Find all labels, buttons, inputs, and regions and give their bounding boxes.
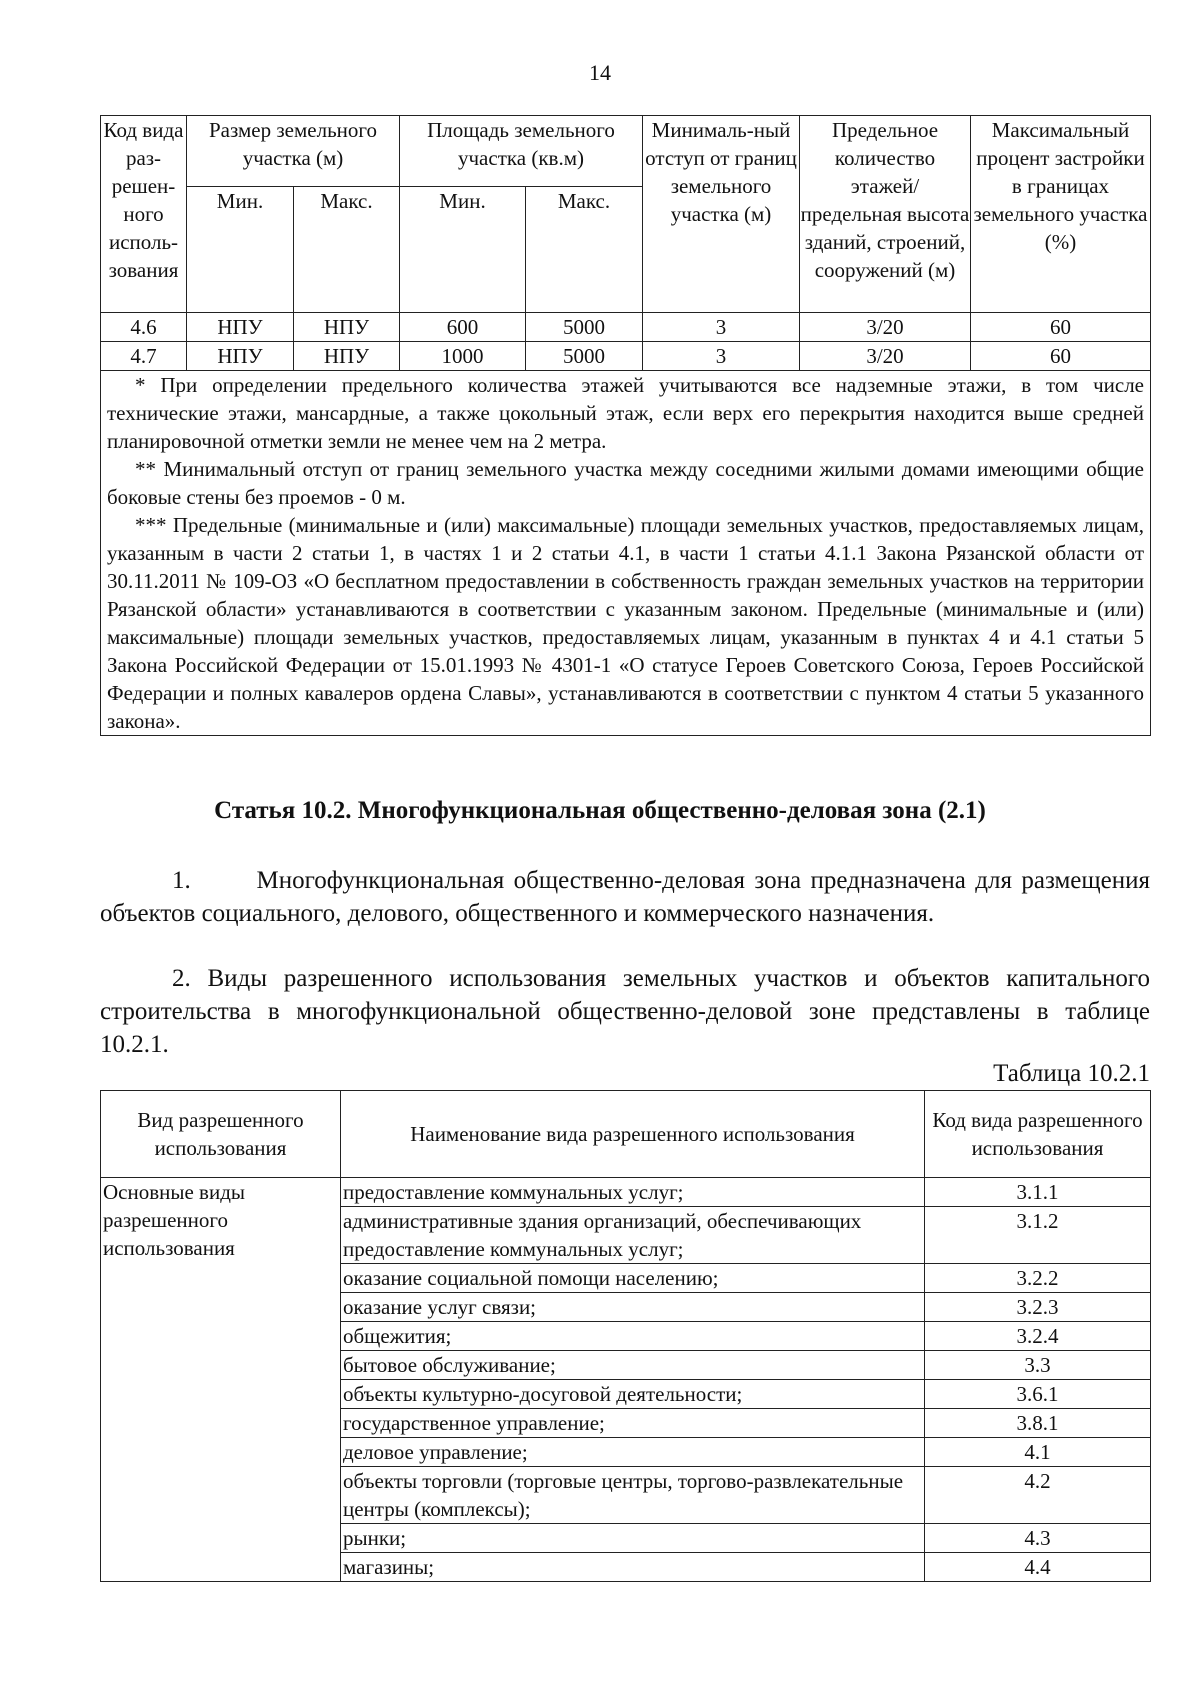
use-name: общежития; bbox=[341, 1322, 925, 1351]
use-code: 3.8.1 bbox=[925, 1409, 1151, 1438]
header-code: Код вида разрешенного использования bbox=[925, 1091, 1151, 1178]
note-1: * При определении предельного количества этажей учитываются все надземные этажи, в том числе технические этажи, мансардные, а также цокольный этаж, если верх его перекрытия находится выше средней планировочной отметки земли не менее чем на 2 метра. bbox=[107, 373, 1144, 453]
use-name: государственное управление; bbox=[341, 1409, 925, 1438]
cell-percent: 60 bbox=[971, 313, 1151, 342]
header-kind: Вид разрешенного использования bbox=[101, 1091, 341, 1178]
table-row bbox=[101, 1178, 1151, 1207]
header-plot-area: Площадь земельного участка (кв.м) bbox=[400, 116, 643, 187]
use-code: 4.2 bbox=[925, 1467, 1151, 1524]
header-min-offset: Минималь-ный отступ от границ земельного участка (м) bbox=[643, 116, 800, 313]
cell-offset: 3 bbox=[643, 342, 800, 371]
header-max-percent: Максимальный процент застройки в границах земельного участка (%) bbox=[971, 116, 1151, 313]
use-code: 3.2.3 bbox=[925, 1293, 1151, 1322]
use-name: магазины; bbox=[341, 1553, 925, 1582]
use-name: предоставление коммунальных услуг; bbox=[341, 1178, 925, 1207]
cell-size-min: НПУ bbox=[187, 313, 294, 342]
cell-area-min: 1000 bbox=[400, 342, 526, 371]
note-3: *** Предельные (минимальные и (или) максимальные) площади земельных участков, предоставляемых лицам, указанным в части 2 статьи 1, в частях 1 и 2 статьи 4.1, в части 1 статьи 4.1.1 Закона Рязанской области от 30.11.2011 № 109-ОЗ «О бесплатном предоставлении в собственность граждан земельных участков на территории Рязанской области» устанавливаются в соответствии с указанным законом. Предельные (минимальные и (или) максимальные) площади земельных участков, предоставляемых лицам, указанным в пунктах 4 и 4.1 статьи 5 Закона Российской Федерации от 15.01.1993 № 4301-1 «О статусе Героев Советского Союза, Героев Российской Федерации и полных кавалеров ордена Славы», устанавливаются в соответствии с пунктом 4 статьи 5 указанного закона». bbox=[107, 513, 1144, 733]
cell-offset: 3 bbox=[643, 313, 800, 342]
article-title: Статья 10.2. Многофункциональная общественно-деловая зона (2.1) bbox=[214, 797, 986, 824]
cell-size-max: НПУ bbox=[294, 313, 400, 342]
header-size-max: Макс. bbox=[294, 187, 400, 313]
use-code: 3.1.2 bbox=[925, 1207, 1151, 1264]
use-name: рынки; bbox=[341, 1524, 925, 1553]
use-code: 3.2.2 bbox=[925, 1264, 1151, 1293]
cell-percent: 60 bbox=[971, 342, 1151, 371]
header-size-min: Мин. bbox=[187, 187, 294, 313]
use-code: 3.6.1 bbox=[925, 1380, 1151, 1409]
use-code: 4.4 bbox=[925, 1553, 1151, 1582]
cell-code: 4.7 bbox=[101, 342, 187, 371]
header-max-floors: Предельное количество этажей/ предельная высота зданий, строений, сооружений (м) bbox=[800, 116, 971, 313]
use-code: 3.2.4 bbox=[925, 1322, 1151, 1351]
cell-area-max: 5000 bbox=[526, 313, 643, 342]
paragraph-1: 1. Многофункциональная общественно-деловая зона предназначена для размещения объектов социального, делового, общественного и коммерческого назначения. bbox=[100, 867, 1150, 927]
table-row bbox=[101, 313, 1151, 342]
use-code: 3.1.1 bbox=[925, 1178, 1151, 1207]
cell-size-min: НПУ bbox=[187, 342, 294, 371]
header-name: Наименование вида разрешенного использования bbox=[341, 1091, 925, 1178]
note-2: ** Минимальный отступ от границ земельного участка между соседними жилыми домами имеющими общие боковые стены без проемов - 0 м. bbox=[107, 457, 1144, 509]
use-code: 3.3 bbox=[925, 1351, 1151, 1380]
use-name: административные здания организаций, обеспечивающих предоставление коммунальных услуг; bbox=[341, 1207, 925, 1264]
cell-area-max: 5000 bbox=[526, 342, 643, 371]
permitted-use-table bbox=[100, 1090, 1151, 1582]
cell-size-max: НПУ bbox=[294, 342, 400, 371]
cell-floors: 3/20 bbox=[800, 342, 971, 371]
header-code: Код вида раз-решен-ного исполь-зования bbox=[101, 116, 187, 313]
use-name: объекты торговли (торговые центры, торгово-развлекательные центры (комплексы); bbox=[341, 1467, 925, 1524]
header-area-max: Макс. bbox=[526, 187, 643, 313]
use-name: бытовое обслуживание; bbox=[341, 1351, 925, 1380]
header-plot-size: Размер земельного участка (м) bbox=[187, 116, 400, 187]
table-notes bbox=[101, 371, 1151, 736]
header-area-min: Мин. bbox=[400, 187, 526, 313]
cell-code: 4.6 bbox=[101, 313, 187, 342]
use-code: 4.1 bbox=[925, 1438, 1151, 1467]
use-name: оказание услуг связи; bbox=[341, 1293, 925, 1322]
use-name: оказание социальной помощи населению; bbox=[341, 1264, 925, 1293]
use-name: деловое управление; bbox=[341, 1438, 925, 1467]
table-caption: Таблица 10.2.1 bbox=[993, 1060, 1150, 1087]
cell-area-min: 600 bbox=[400, 313, 526, 342]
table-row bbox=[101, 342, 1151, 371]
page-number: 14 bbox=[589, 60, 611, 85]
paragraph-2: 2. Виды разрешенного использования земельных участков и объектов капитального строительства в многофункциональной общественно-деловой зоне представлены в таблице 10.2.1. bbox=[100, 965, 1150, 1058]
use-code: 4.3 bbox=[925, 1524, 1151, 1553]
group-label: Основные виды разрешенного использования bbox=[101, 1178, 341, 1582]
zoning-parameters-table bbox=[100, 115, 1151, 736]
use-name: объекты культурно-досуговой деятельности; bbox=[341, 1380, 925, 1409]
cell-floors: 3/20 bbox=[800, 313, 971, 342]
